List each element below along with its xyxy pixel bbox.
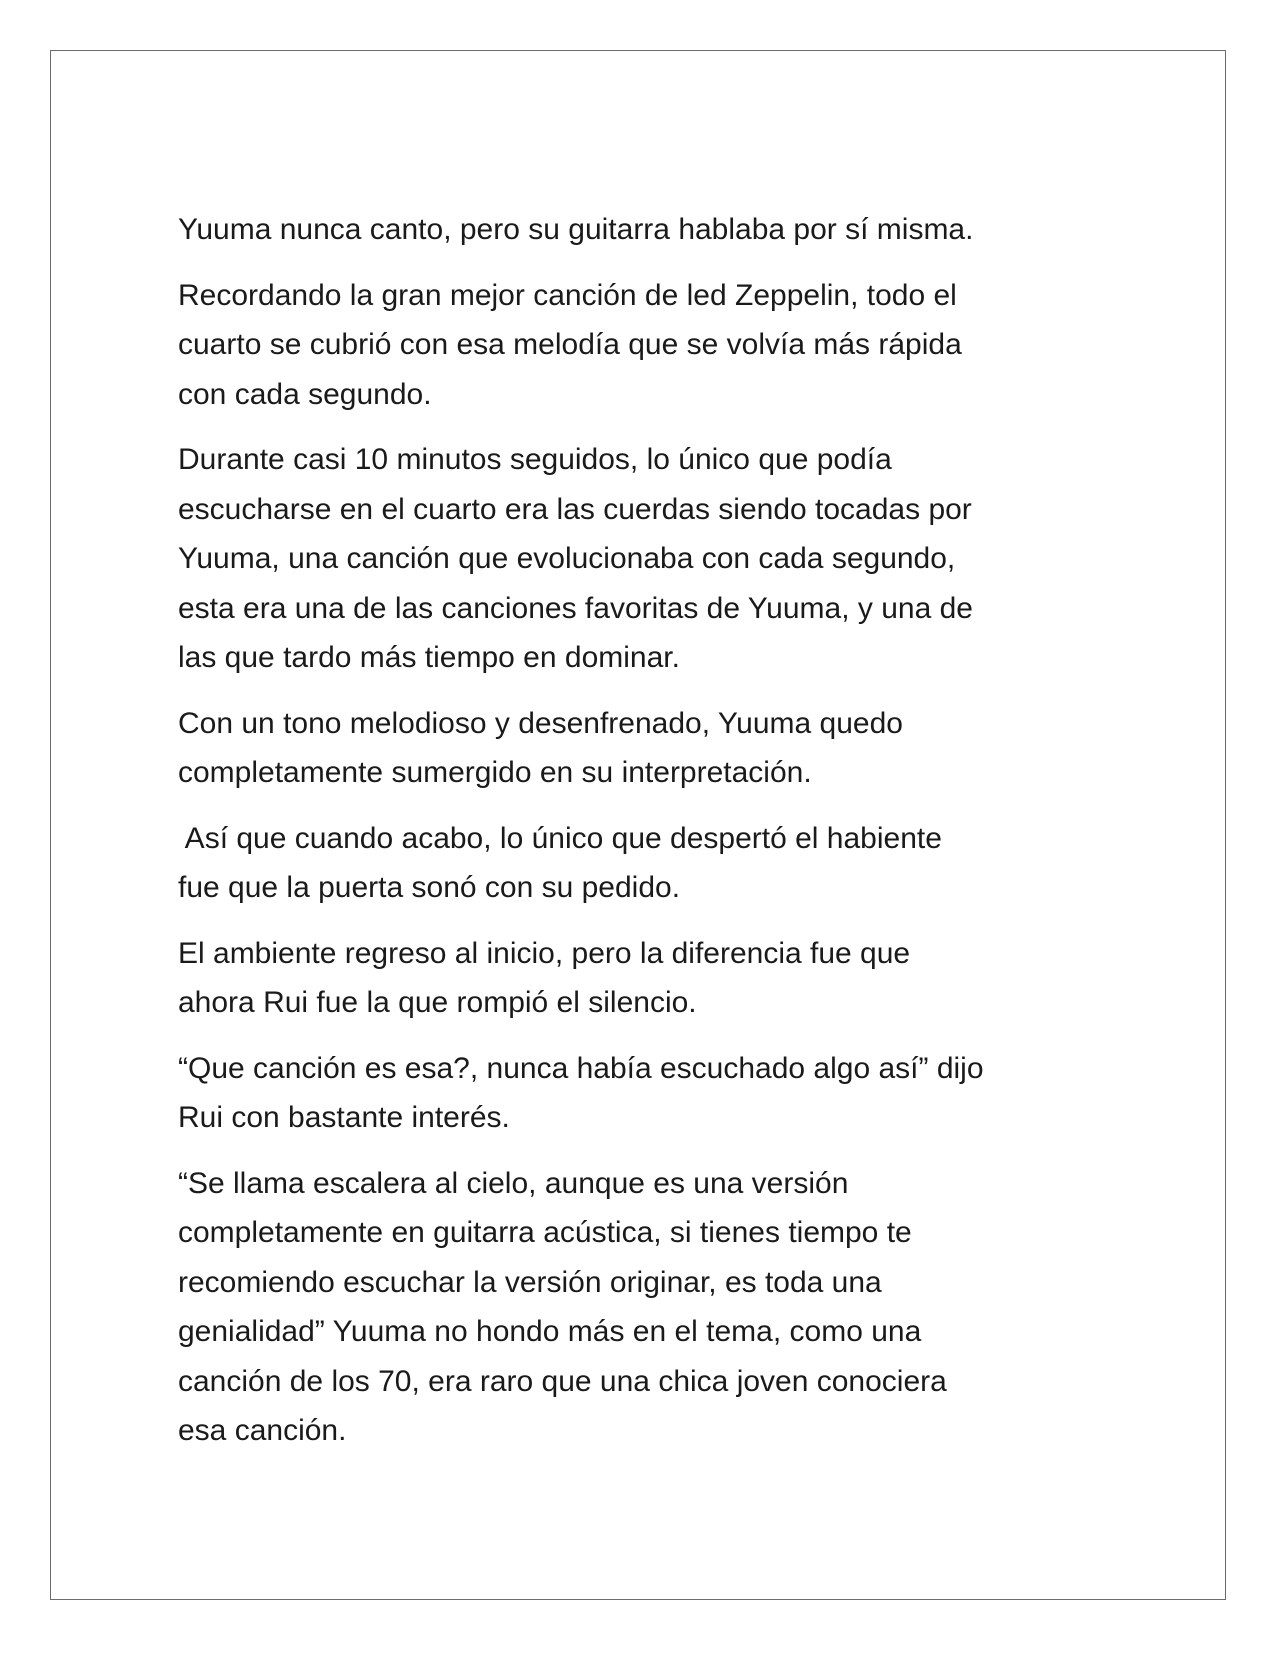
text-line: Durante casi 10 minutos seguidos, lo único que podía bbox=[178, 443, 892, 476]
paragraph-3 bbox=[178, 435, 1118, 683]
text-line: completamente en guitarra acústica, si tienes tiempo te bbox=[178, 1216, 912, 1249]
text-line: fue que la puerta sonó con su pedido. bbox=[178, 871, 681, 904]
text-line: con cada segundo. bbox=[178, 377, 432, 411]
paragraph-6 bbox=[178, 929, 1118, 1028]
text-line: ahora Rui fue la que rompió el silencio. bbox=[178, 986, 697, 1019]
text-line: genialidad” Yuuma no hondo más en el tema, como una bbox=[178, 1315, 922, 1348]
text-line: escucharse en el cuarto era las cuerdas siendo tocadas por bbox=[178, 492, 972, 526]
paragraph-1 bbox=[178, 205, 1118, 255]
text-line: Yuuma, una canción que evolucionaba con cada segundo, bbox=[178, 542, 956, 575]
document-body bbox=[178, 205, 1118, 1472]
text-line: canción de los 70, era raro que una chica joven conociera bbox=[178, 1364, 947, 1398]
text-line: El ambiente regreso al inicio, pero la diferencia fue que bbox=[178, 936, 911, 970]
page-frame bbox=[50, 50, 1226, 1600]
text-line: Así que cuando acabo, lo único que despertó el habiente bbox=[178, 821, 942, 855]
paragraph-7 bbox=[178, 1044, 1118, 1143]
text-line: Recordando la gran mejor canción de led Zeppelin, todo el bbox=[178, 278, 957, 312]
text-line: las que tardo más tiempo en dominar. bbox=[178, 641, 680, 674]
text-line: “Se llama escalera al cielo, aunque es una versión bbox=[178, 1166, 849, 1200]
text-line: “Que canción es esa?, nunca había escuchado algo así” dijo bbox=[178, 1051, 984, 1085]
text-line: cuarto se cubrió con esa melodía que se volvía más rápida bbox=[178, 328, 962, 361]
paragraph-4 bbox=[178, 699, 1118, 798]
text-line: Con un tono melodioso y desenfrenado, Yuuma quedo bbox=[178, 706, 903, 740]
text-line: completamente sumergido en su interpretación. bbox=[178, 756, 812, 789]
text-line: esta era una de las canciones favoritas de Yuuma, y una de bbox=[178, 591, 973, 625]
text-line: Rui con bastante interés. bbox=[178, 1101, 510, 1134]
paragraph-8 bbox=[178, 1159, 1118, 1456]
text-line: esa canción. bbox=[178, 1414, 347, 1447]
paragraph-5 bbox=[178, 814, 1118, 913]
text-line: recomiendo escuchar la versión originar, es toda una bbox=[178, 1265, 882, 1299]
paragraph-2 bbox=[178, 271, 1118, 420]
text-line: Yuuma nunca canto, pero su guitarra hablaba por sí misma. bbox=[178, 213, 974, 246]
